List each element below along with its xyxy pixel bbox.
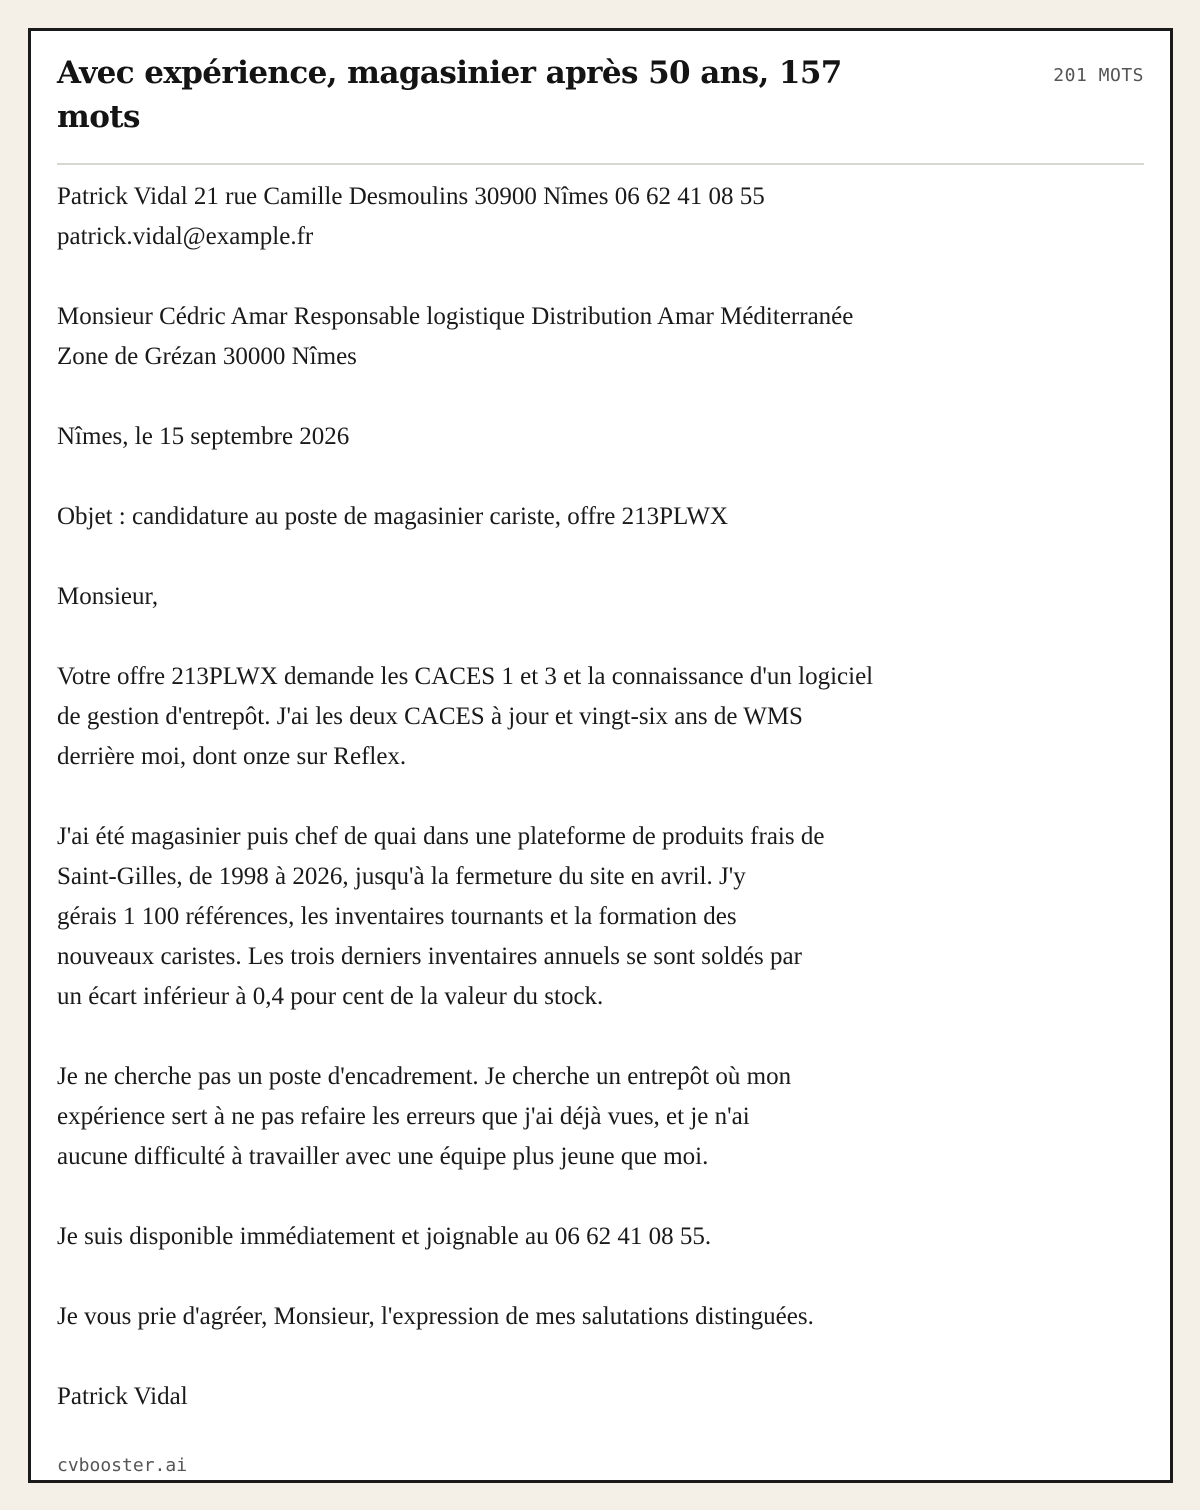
letter-card bbox=[28, 28, 1173, 1483]
paragraph-line: aucune difficulté à travailler avec une équipe plus jeune que moi. bbox=[57, 1143, 709, 1170]
paragraph-requirements bbox=[57, 657, 1037, 777]
sender-block bbox=[57, 177, 1037, 257]
sender-email: patrick.vidal@example.fr bbox=[57, 223, 314, 250]
letter-header bbox=[57, 51, 1144, 165]
paragraph-availability: Je suis disponible immédiatement et joignable au 06 62 41 08 55. bbox=[57, 1223, 712, 1250]
letter-body bbox=[57, 177, 1037, 1417]
paragraph-line: Je ne cherche pas un poste d'encadrement. Je cherche un entrepôt où mon bbox=[57, 1063, 792, 1090]
paragraph-experience bbox=[57, 817, 1037, 1017]
paragraph-line: Votre offre 213PLWX demande les CACES 1 et 3 et la connaissance d'un logiciel bbox=[57, 663, 874, 690]
letter-salutation: Monsieur, bbox=[57, 583, 159, 610]
recipient-name: Monsieur Cédric Amar Responsable logistique Distribution Amar Méditerranée bbox=[57, 303, 854, 330]
letter-signature: Patrick Vidal bbox=[57, 1383, 188, 1410]
paragraph-motivation bbox=[57, 1057, 1037, 1177]
paragraph-line: nouveaux caristes. Les trois derniers inventaires annuels se sont soldés par bbox=[57, 943, 802, 970]
letter-date: Nîmes, le 15 septembre 2026 bbox=[57, 423, 350, 450]
letter-closing: Je vous prie d'agréer, Monsieur, l'expression de mes salutations distinguées. bbox=[57, 1303, 814, 1330]
paragraph-line: de gestion d'entrepôt. J'ai les deux CACES à jour et vingt-six ans de WMS bbox=[57, 703, 803, 730]
recipient-block bbox=[57, 297, 1037, 377]
page-title: Avec expérience, magasinier après 50 ans, 157 mots bbox=[57, 55, 842, 135]
brand-footer: cvbooster.ai bbox=[57, 1455, 188, 1476]
word-count-badge: 201 MOTS bbox=[1053, 65, 1144, 86]
sender-address: Patrick Vidal 21 rue Camille Desmoulins 30900 Nîmes 06 62 41 08 55 bbox=[57, 183, 765, 210]
paragraph-line: J'ai été magasinier puis chef de quai dans une plateforme de produits frais de bbox=[57, 823, 825, 850]
paragraph-line: un écart inférieur à 0,4 pour cent de la valeur du stock. bbox=[57, 983, 604, 1010]
paragraph-line: gérais 1 100 références, les inventaires tournants et la formation des bbox=[57, 903, 737, 930]
paragraph-line: Saint-Gilles, de 1998 à 2026, jusqu'à la fermeture du site en avril. J'y bbox=[57, 863, 746, 890]
paragraph-line: derrière moi, dont onze sur Reflex. bbox=[57, 743, 407, 770]
recipient-address: Zone de Grézan 30000 Nîmes bbox=[57, 343, 357, 370]
letter-subject: Objet : candidature au poste de magasinier cariste, offre 213PLWX bbox=[57, 503, 729, 530]
paragraph-line: expérience sert à ne pas refaire les erreurs que j'ai déjà vues, et je n'ai bbox=[57, 1103, 750, 1130]
